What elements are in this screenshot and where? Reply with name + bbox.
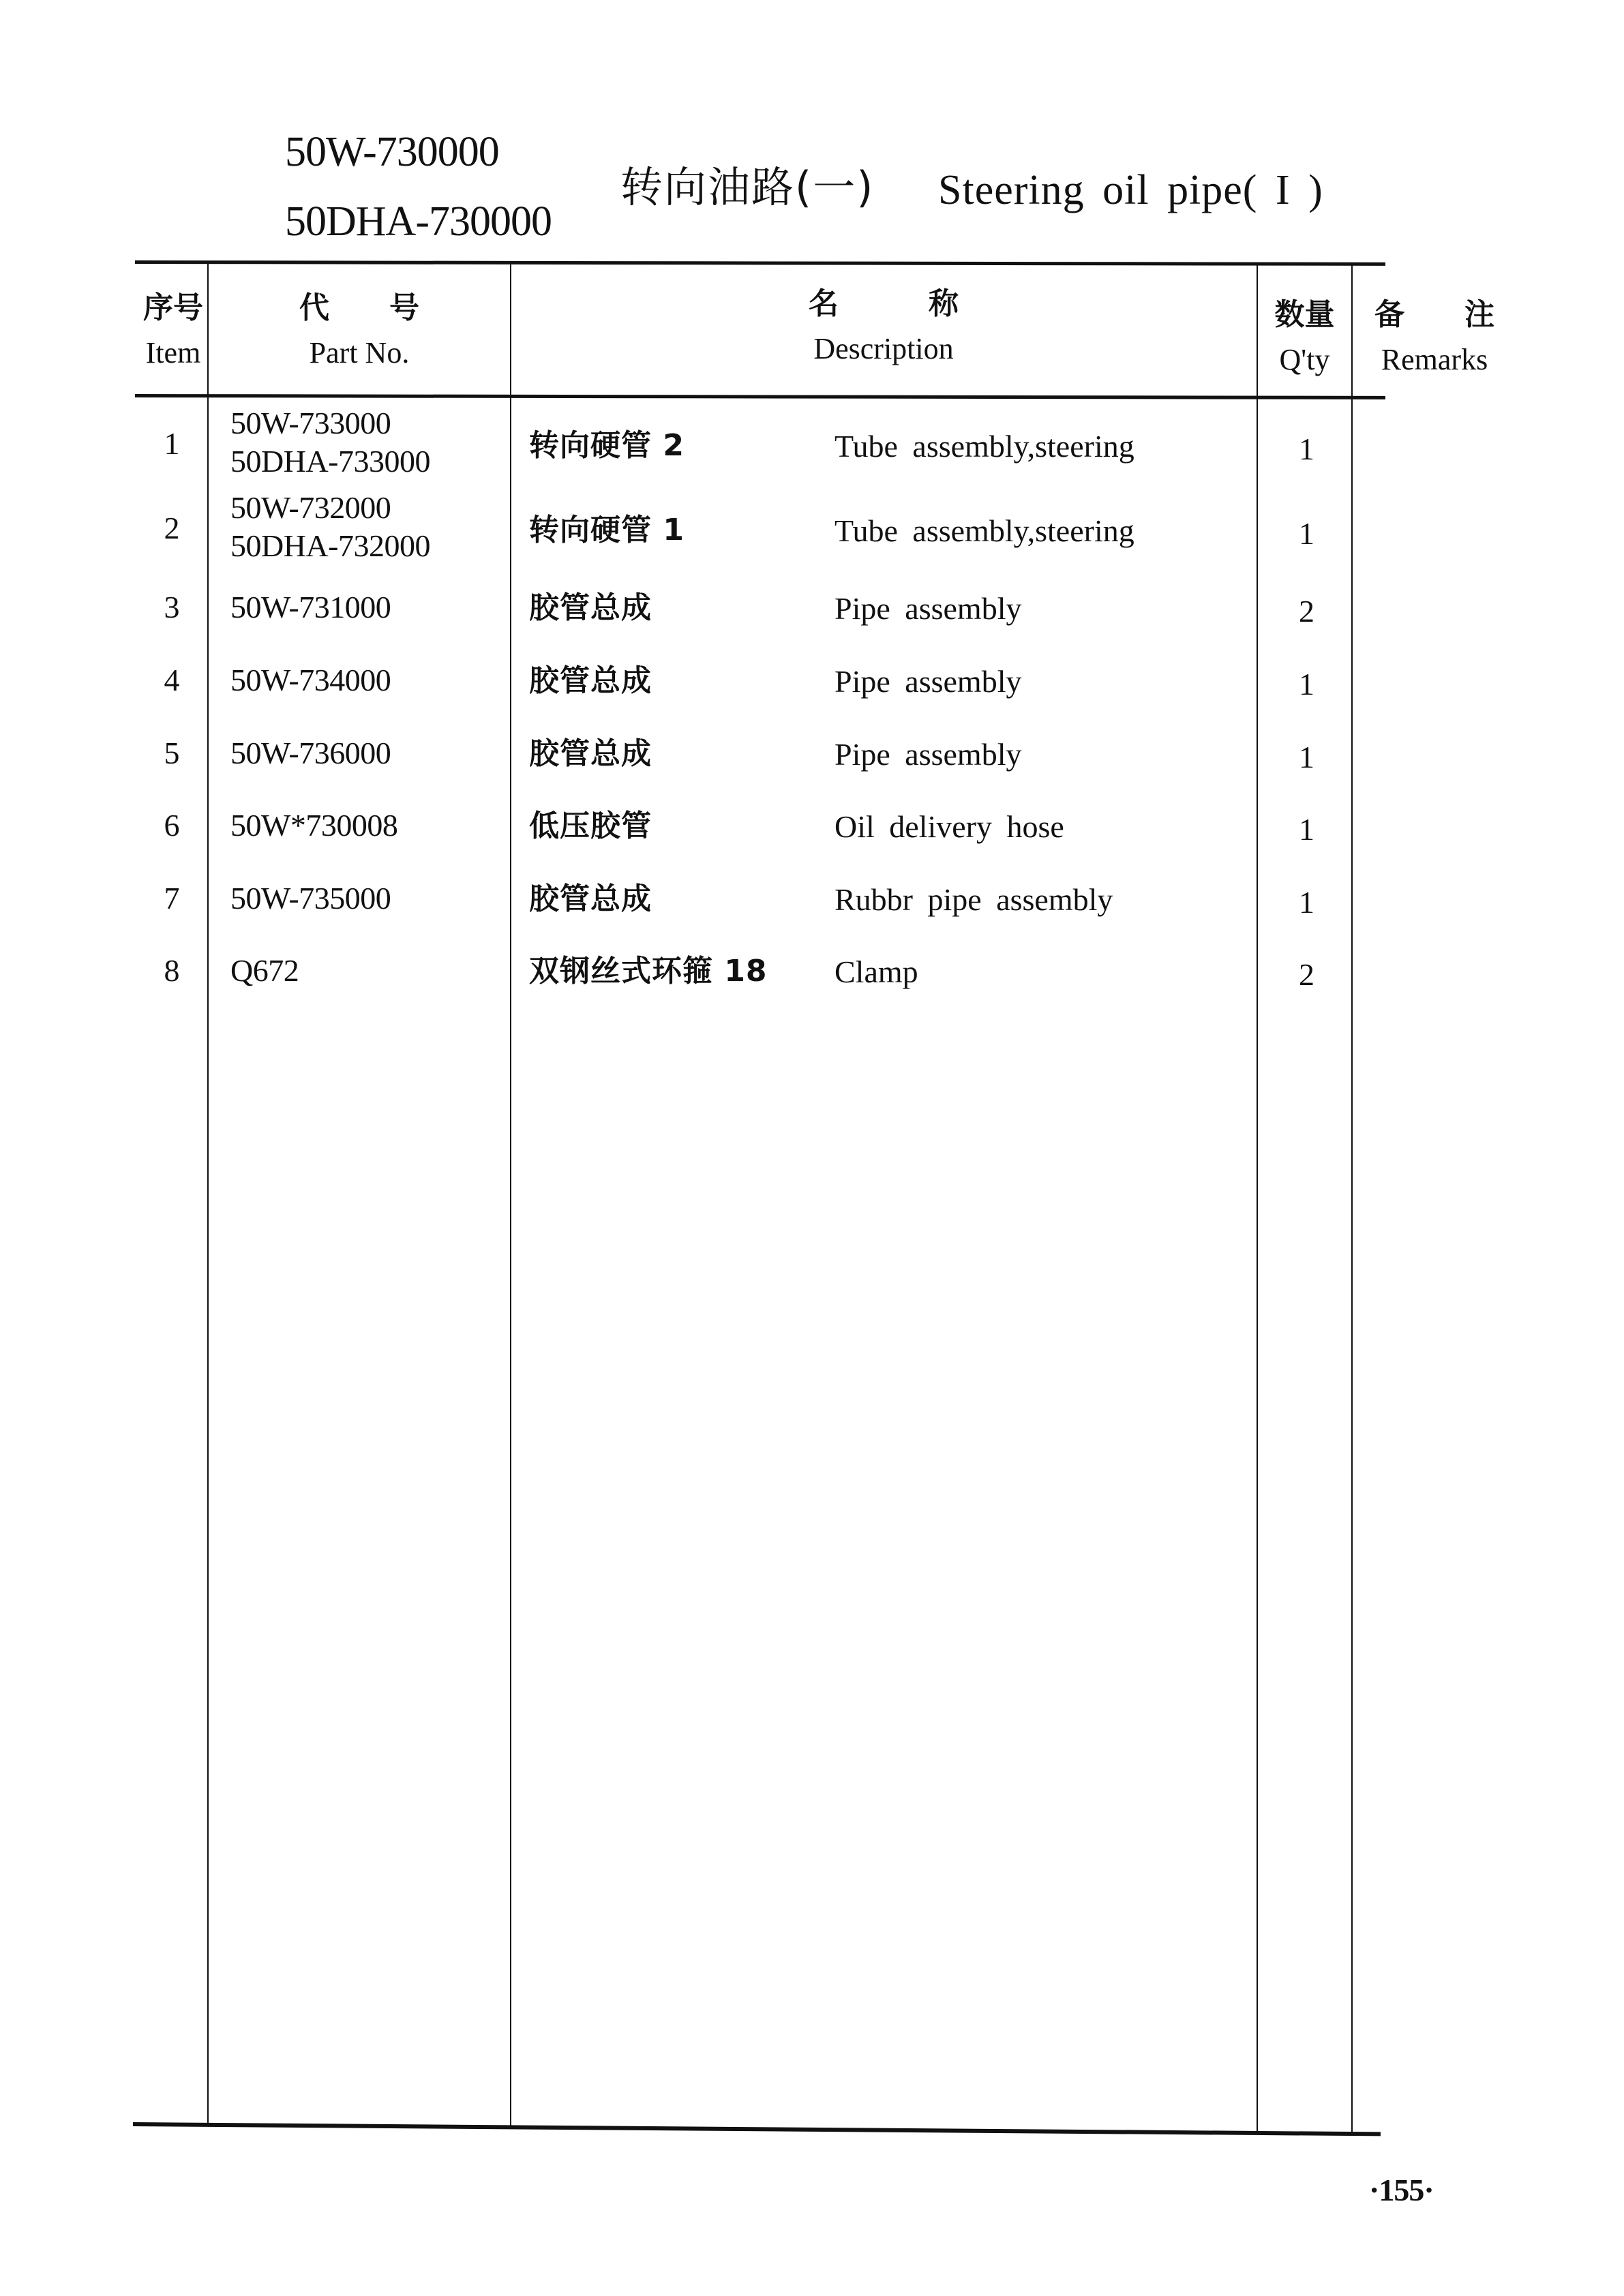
description-cn: 胶管总成 bbox=[529, 590, 652, 625]
part-number-line: 50W*730008 bbox=[230, 808, 398, 843]
column-header-label-cn: 名 称 bbox=[809, 286, 959, 321]
part-number bbox=[230, 883, 391, 914]
part-number bbox=[230, 592, 391, 623]
quantity: 1 bbox=[1299, 885, 1314, 920]
column-header-remarks bbox=[1353, 297, 1516, 376]
part-number-line: 50W-731000 bbox=[230, 590, 391, 624]
item-number: 8 bbox=[164, 953, 180, 988]
column-header-item bbox=[139, 290, 207, 369]
part-number bbox=[230, 738, 391, 769]
assembly-code: 50DHA-730000 bbox=[285, 198, 552, 245]
column-header-label-cn: 备 注 bbox=[1374, 297, 1494, 332]
part-number-line: 50DHA-732000 bbox=[230, 528, 430, 563]
description-cn: 转向硬管 2 bbox=[529, 428, 685, 463]
assembly-codes bbox=[285, 131, 552, 243]
part-number-line: 50W-732000 bbox=[230, 490, 391, 525]
description-en: Clamp bbox=[834, 954, 918, 989]
column-header-label-en: Remarks bbox=[1381, 343, 1488, 376]
column-header-description bbox=[511, 286, 1256, 365]
table-header-rule bbox=[135, 394, 1385, 399]
item-number: 5 bbox=[164, 736, 180, 770]
item-number: 3 bbox=[164, 590, 180, 624]
quantity: 1 bbox=[1299, 432, 1314, 466]
part-number-line: 50W-733000 bbox=[230, 406, 391, 440]
description-cn: 胶管总成 bbox=[529, 881, 652, 916]
column-divider bbox=[510, 262, 511, 2126]
part-number bbox=[230, 810, 397, 841]
column-header-part-no bbox=[209, 290, 510, 369]
page-title-chinese: 转向油路(一) bbox=[620, 162, 875, 212]
column-header-label-cn: 序号 bbox=[143, 290, 203, 325]
part-number bbox=[230, 492, 430, 562]
part-number-line: 50W-734000 bbox=[230, 663, 391, 697]
description-en: Pipe assembly bbox=[834, 591, 1022, 626]
description-cn: 双钢丝式环箍 18 bbox=[529, 954, 768, 988]
description-en: Rubbr pipe assembly bbox=[834, 882, 1113, 917]
column-header-label-cn: 数量 bbox=[1274, 297, 1335, 332]
part-number-line: 50W-735000 bbox=[230, 881, 391, 916]
page-title-english: Steering oil pipe( I ) bbox=[938, 167, 1323, 213]
description-cn: 转向硬管 1 bbox=[529, 513, 685, 547]
column-divider bbox=[1257, 265, 1258, 2132]
quantity: 2 bbox=[1299, 594, 1314, 629]
column-header-qty bbox=[1258, 297, 1351, 376]
column-header-label-en: Q'ty bbox=[1279, 343, 1330, 376]
part-number bbox=[230, 955, 299, 986]
part-number-line: 50W-736000 bbox=[230, 736, 391, 770]
quantity: 1 bbox=[1299, 667, 1314, 701]
part-number-line: Q672 bbox=[230, 953, 299, 988]
description-en: Tube assembly,steering bbox=[834, 429, 1134, 464]
item-number: 7 bbox=[164, 881, 180, 916]
column-header-label-cn: 代 号 bbox=[299, 290, 419, 325]
item-number: 6 bbox=[164, 808, 180, 843]
part-number-line: 50DHA-733000 bbox=[230, 444, 430, 479]
assembly-code: 50W-730000 bbox=[285, 129, 499, 175]
description-en: Pipe assembly bbox=[834, 664, 1022, 699]
column-header-label-en: Item bbox=[145, 336, 201, 369]
column-divider bbox=[207, 262, 209, 2125]
description-en: Oil delivery hose bbox=[834, 809, 1064, 844]
part-number bbox=[230, 665, 391, 696]
quantity: 2 bbox=[1299, 957, 1314, 992]
description-cn: 胶管总成 bbox=[529, 736, 652, 771]
page-number: ·155· bbox=[1369, 2173, 1434, 2207]
description-cn: 胶管总成 bbox=[529, 663, 652, 698]
column-header-label-en: Part No. bbox=[309, 336, 410, 369]
item-number: 1 bbox=[164, 426, 180, 461]
page-header bbox=[285, 131, 1512, 254]
item-number: 2 bbox=[164, 511, 180, 545]
description-cn: 低压胶管 bbox=[529, 809, 652, 843]
part-number bbox=[230, 408, 430, 477]
description-en: Tube assembly,steering bbox=[834, 513, 1134, 548]
column-header-label-en: Description bbox=[813, 332, 954, 365]
quantity: 1 bbox=[1299, 812, 1314, 847]
table-top-rule bbox=[135, 260, 1385, 266]
description-en: Pipe assembly bbox=[834, 737, 1022, 772]
quantity: 1 bbox=[1299, 740, 1314, 774]
table-bottom-rule bbox=[133, 2122, 1381, 2136]
item-number: 4 bbox=[164, 663, 180, 697]
quantity: 1 bbox=[1299, 516, 1314, 551]
